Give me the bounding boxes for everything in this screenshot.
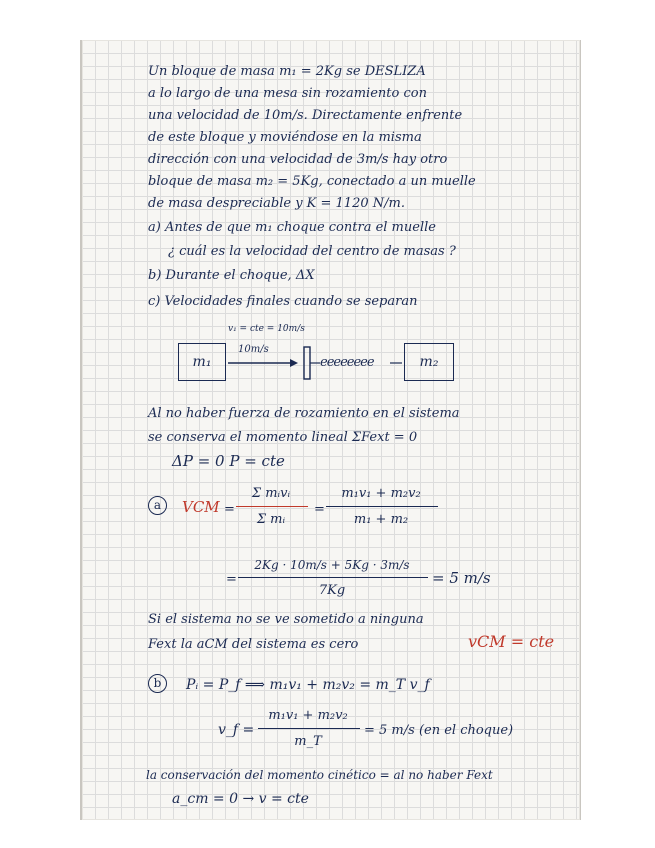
solution-line: Si el sistema no se ve sometido a ninguna [148, 612, 424, 627]
fraction-bar [236, 506, 308, 507]
question-c: c) Velocidades finales cuando se separan [148, 294, 418, 309]
problem-line: a lo largo de una mesa sin rozamiento con [148, 86, 427, 101]
problem-line: bloque de masa m₂ = 5Kg, conectado a un muelle [148, 174, 476, 189]
speed-note: v₁ = cte = 10m/s [228, 324, 305, 334]
vf-denominator: m_T [294, 734, 322, 749]
sum-denominator: Σ mᵢ [256, 512, 286, 527]
spring-coils: eeeeeeee [320, 355, 374, 370]
vf-numerator: m₁v₁ + m₂v₂ [268, 708, 348, 723]
problem-line: Un bloque de masa m₁ = 2Kg se DESLIZA [148, 64, 426, 79]
calc-result: = 5 m/s [432, 569, 491, 587]
fraction-bar [258, 728, 360, 729]
question-b: b) Durante el choque, ΔX [148, 268, 315, 283]
arrow-label: 10m/s [238, 344, 269, 355]
vf-label: v_f = [218, 722, 255, 738]
question-a: a) Antes de que m₁ choque contra el muelle [148, 220, 436, 235]
kinetic-line: la conservación del momento cinético = al no haber Fext [146, 768, 493, 782]
fraction-bar [238, 577, 428, 578]
calc-numerator: 2Kg · 10m/s + 5Kg · 3m/s [254, 558, 410, 572]
conservation-eq: ΔP = 0 P = cte [172, 452, 285, 470]
problem-line: dirección con una velocidad de 3m/s hay otro [148, 152, 448, 167]
vf-result: = 5 m/s (en el choque) [364, 723, 514, 738]
calc-denominator: 7Kg [318, 583, 346, 598]
sum-numerator: Σ mᵢvᵢ [251, 486, 291, 501]
block-m2: m₂ [404, 343, 454, 381]
solution-line: Al no haber fuerza de rozamiento en el sistema [148, 406, 460, 421]
vcm-label: VCM [182, 498, 220, 516]
block-m1: m₁ [178, 343, 226, 381]
part-a-marker: a [148, 496, 167, 515]
problem-line: una velocidad de 10m/s. Directamente enfrente [148, 108, 463, 123]
fraction-bar [326, 506, 438, 507]
arrow-head [290, 359, 298, 367]
formula-denominator: m₁ + m₂ [353, 512, 409, 527]
solution-line: se conserva el momento lineal ΣFext = 0 [148, 430, 418, 445]
question-a-cont: ¿ cuál es la velocidad del centro de masas ? [168, 244, 456, 259]
final-line: a_cm = 0 → v = cte [172, 791, 309, 807]
notebook-page: Un bloque de masa m₁ = 2Kg se DESLIZA a lo largo de una mesa sin rozamiento con una velocidad de 10m/s. Directamente enfrente de este bloque y moviéndose en la misma dirección con una velocidad de 3m/s hay otro bloque de masa m₂ = 5Kg, conectado a un muelle de masa despreciable y K = 1120 N/m. a) Antes de que m₁ choque contra el muelle ¿ cuál es la velocidad del centro de masas ? b) Durante el choque, ΔX c) Velocidades finales cuando se separan v₁ = cte = 10m/s 10m/s m₁ eeeeeeee m₂ Al no haber fuerza de rozamiento en el sistema se conserva el momento lineal ΣFext = 0 ΔP = 0 P = cte a VCM = Σ mᵢvᵢ Σ mᵢ = m₁v₁ + m₂v₂ m₁ + m₂ = 2Kg · 10m/s + 5Kg · 3m/s 7Kg = 5 m/s Si el sistema no se ve sometido a ninguna Fext la aCM del sistema es cero vCM = cte b Pᵢ = P_f ⟹ m₁v₁ + m₂v₂ = m_T v_f v_f = m₁v₁ + m₂v₂ m_T = 5 m/s (en el choque) la conservación del momento cinético = al no haber Fext a_cm = 0 → v = cte [80, 40, 581, 820]
spring-plate [304, 347, 310, 379]
vcm-constant: vCM = cte [468, 632, 555, 651]
momentum-equation: Pᵢ = P_f ⟹ m₁v₁ + m₂v₂ = m_T v_f [186, 677, 430, 693]
formula-numerator: m₁v₁ + m₂v₂ [341, 486, 421, 501]
part-b-marker: b [148, 674, 167, 693]
problem-line: de este bloque y moviéndose en la misma [148, 130, 422, 145]
solution-line: Fext la aCM del sistema es cero [148, 637, 359, 652]
problem-line: de masa despreciable y K = 1120 N/m. [148, 196, 405, 211]
